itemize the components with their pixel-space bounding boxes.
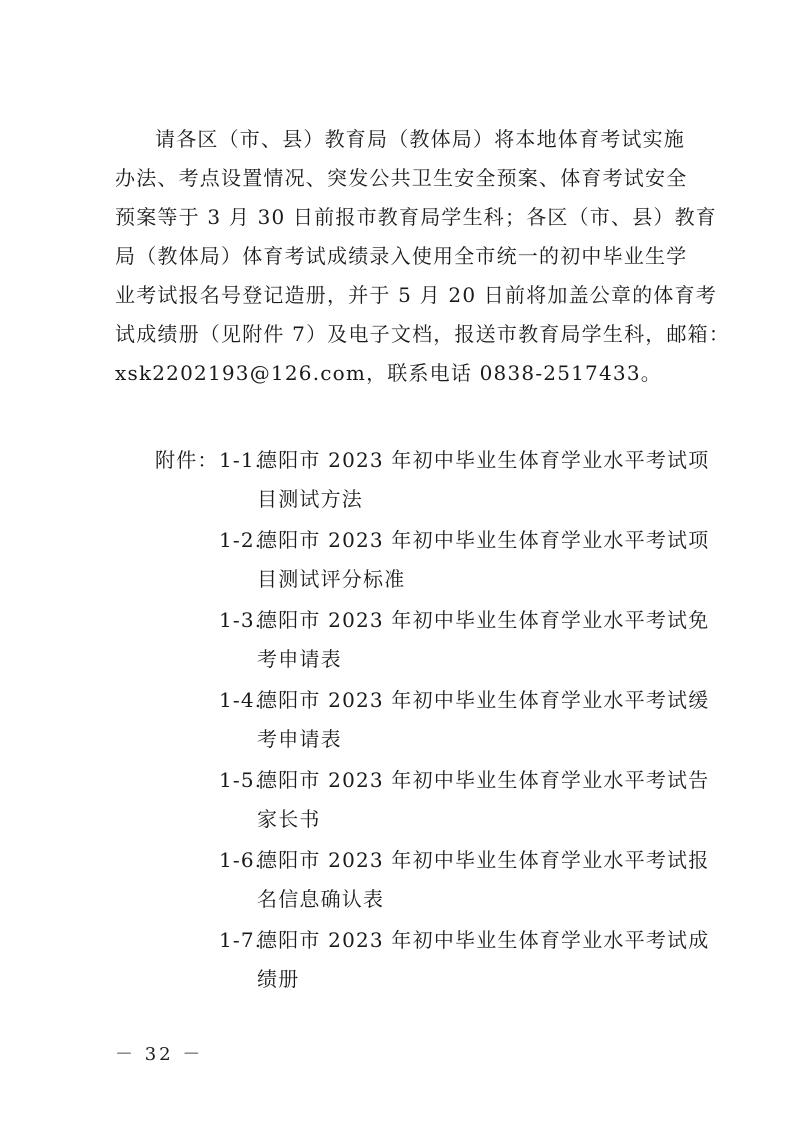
attachment-title-line2: 目测试评分标准	[257, 567, 406, 591]
attachment-number: 1-1.	[219, 448, 263, 472]
attachment-item	[219, 841, 709, 919]
attachment-number: 1-4.	[219, 688, 263, 712]
attachment-title-line1: 德阳市 2023 年初中毕业生体育学业水平考试成	[257, 928, 710, 952]
attachment-title-line2: 考申请表	[257, 727, 342, 751]
attachment-title-line2: 家长书	[257, 807, 321, 831]
attachment-item	[219, 681, 709, 759]
attachment-title-line1: 德阳市 2023 年初中毕业生体育学业水平考试项	[257, 448, 710, 472]
paragraph-line: 局（教体局）体育考试成绩录入使用全市统一的初中毕业生学	[115, 244, 688, 268]
attachment-number: 1-3.	[219, 608, 263, 632]
attachment-title-line1: 德阳市 2023 年初中毕业生体育学业水平考试免	[257, 608, 710, 632]
attachment-title-line1: 德阳市 2023 年初中毕业生体育学业水平考试告	[257, 768, 710, 792]
attachment-item	[219, 601, 709, 679]
attachment-header: 附件：	[155, 448, 219, 472]
attachment-title-line2: 名信息确认表	[257, 887, 385, 911]
attachment-item	[219, 921, 709, 999]
attachment-item	[219, 441, 709, 519]
attachment-number: 1-6.	[219, 848, 263, 872]
attachment-item	[219, 761, 709, 839]
attachment-title-line2: 目测试方法	[257, 487, 363, 511]
attachment-number: 1-7.	[219, 928, 263, 952]
attachment-title-line1: 德阳市 2023 年初中毕业生体育学业水平考试报	[257, 848, 710, 872]
paragraph-line: 试成绩册（见附件 7）及电子文档，报送市教育局学生科，邮箱：	[115, 322, 731, 346]
attachment-title-line1: 德阳市 2023 年初中毕业生体育学业水平考试项	[257, 528, 710, 552]
attachment-number: 1-2.	[219, 528, 263, 552]
paragraph-line: 请各区（市、县）教育局（教体局）将本地体育考试实施	[155, 127, 685, 151]
paragraph-line: 预案等于 3 月 30 日前报市教育局学生科；各区（市、县）教育	[115, 205, 718, 229]
attachment-title-line1: 德阳市 2023 年初中毕业生体育学业水平考试缓	[257, 688, 710, 712]
attachment-title-line2: 考申请表	[257, 647, 342, 671]
paragraph-line: 办法、考点设置情况、突发公共卫生安全预案、体育考试安全	[115, 166, 688, 190]
attachment-item	[219, 521, 709, 599]
paragraph-line: 业考试报名号登记造册，并于 5 月 20 日前将加盖公章的体育考	[115, 283, 718, 307]
attachment-number: 1-5.	[219, 768, 263, 792]
paragraph-line: xsk2202193@126.com，联系电话 0838-2517433。	[115, 361, 662, 385]
body-paragraph	[115, 120, 731, 393]
attachment-title-line2: 绩册	[257, 967, 300, 991]
page-number: － 32 －	[115, 1044, 204, 1065]
